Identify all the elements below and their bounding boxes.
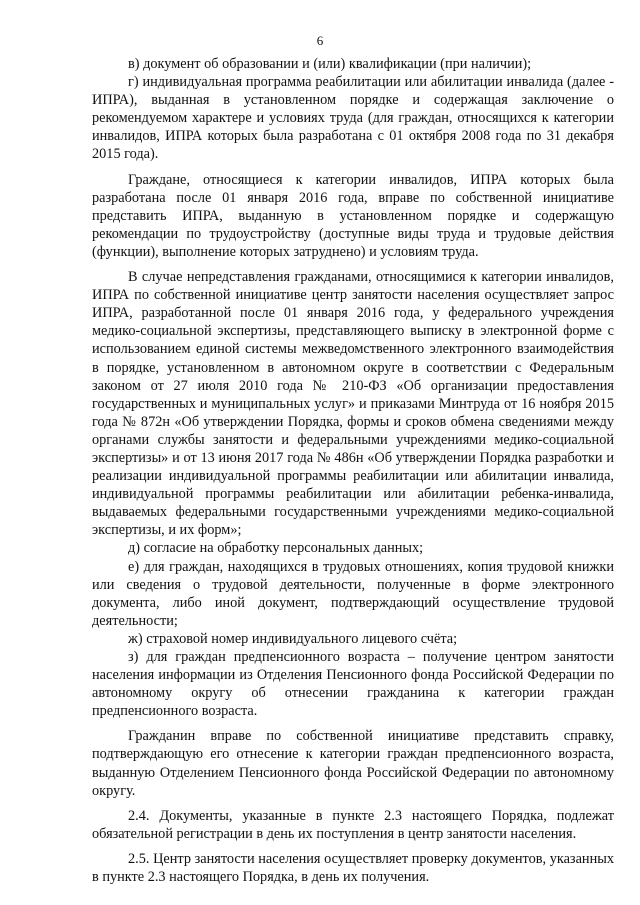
paragraph-item-v: в) документ об образовании и (или) квалификации (при наличии); xyxy=(128,56,532,72)
paragraph-clause-2-4: 2.4. Документы, указанные в пункте 2.3 настоящего Порядка, подлежат обязательной регистрации в день их поступления в центр занятости населения. xyxy=(92,807,614,842)
paragraph-item-zh: ж) страховой номер индивидуального лицевого счёта; xyxy=(128,630,458,647)
paragraph-item-z: з) для граждан предпенсионного возраста – получение центром занятости населения информации из Отделения Пенсионного фонда Российской Федерации по автономному округу об отнесении гражданина к категории граждан предпенсионного возраста. xyxy=(92,649,614,720)
paragraph-item-g: г) индивидуальная программа реабилитации или абилитации инвалида (далее - ИПРА), выданная в установленном порядке и содержащая заключение о рекомендуемом характере и условиях труда (для граждан, относящихся к категории инвалидов, ИПРА которых была разработана с 01 октября 2008 года по 31 декабря 2015 года). xyxy=(92,74,614,163)
paragraph-ipra-request: В случае непредставления гражданами, относящимися к категории инвалидов, ИПРА по собственной инициативе центр занятости населения осуществляет запрос ИПРА, разработанной после 01 января 2016 года, у федерального учреждения медико-социальной экспертизы, представляющего выписку в электронной форме с использованием единой системы межведомственного электронного взаимодействия в порядке, установленном в автономном округе в соответствии с Федеральным законом от 27 июля 2010 года № 210-ФЗ «Об организации предоставления государственных и муниципальных услуг» и приказами Минтруда от 16 ноября 2015 года № 872н «Об утверждении Порядка, формы и сроков обмена сведениями между органами службы занятости и федеральными учреждениями медико-социальной экспертизы» и от 13 июня 2017 года № 486н «Об утверждении Порядка разработки и реализации индивидуальной программы реабилитации или абилитации инвалида, индивидуальной программы реабилитации или абилитации ребенка-инвалида, выдаваемых федеральными государственными учреждениями медико-социальной экспертизы, и их форм»; xyxy=(92,269,614,539)
paragraph-item-d: д) согласие на обработку персональных данных; xyxy=(128,540,424,557)
paragraph-ipra-voluntary: Граждане, относящиеся к категории инвалидов, ИПРА которых была разработана после 01 января 2016 года, вправе по собственной инициативе представить ИПРА, выданную в установленном порядке и содержащую рекомендации по трудоустройству (доступные виды труда и трудовые действия (функции), выполнение которых затруднено) и условиям труда. xyxy=(92,171,614,260)
document-body xyxy=(92,55,614,886)
page-number: 6 xyxy=(316,33,324,48)
paragraph-clause-2-5: 2.5. Центр занятости населения осуществляет проверку документов, указанных в пункте 2.3 настоящего Порядка, в день их получения. xyxy=(92,850,614,886)
paragraph-item-e: е) для граждан, находящихся в трудовых отношениях, копия трудовой книжки или сведения о трудовой деятельности, полученные в форме электронного документа, либо иной документ, подтверждающий осуществление трудовой деятельности; xyxy=(92,558,614,629)
paragraph-pension-certificate: Гражданин вправе по собственной инициативе представить справку, подтверждающую его отнесение к категории граждан предпенсионного возраста, выданную Отделением Пенсионного фонда Российской Федерации по автономному округу. xyxy=(92,728,614,799)
